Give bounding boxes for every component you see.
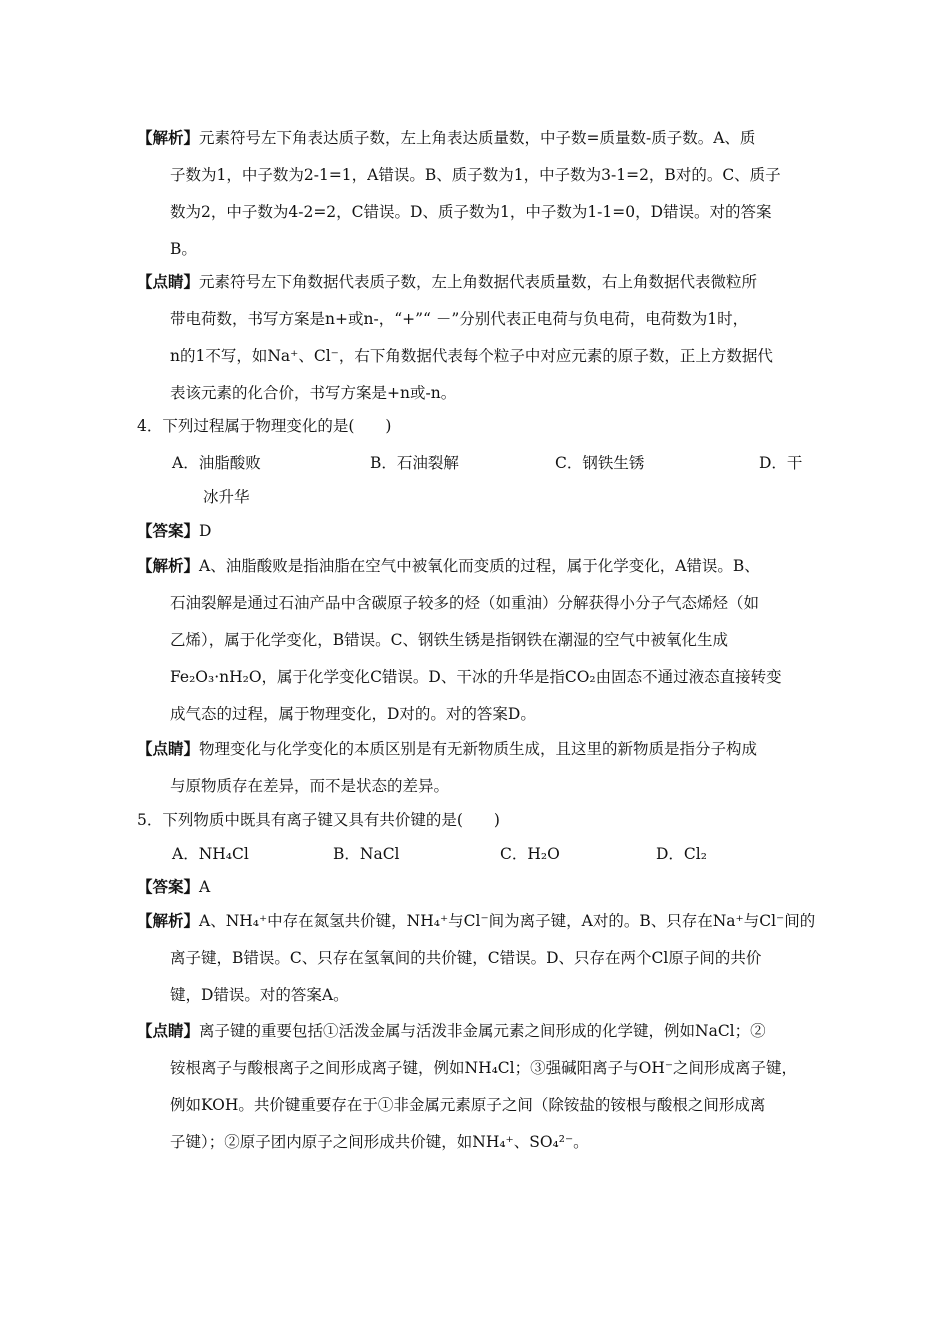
analysis-line: 数为2，中子数为4-2=2，C错误。D、质子数为1，中子数为1-1=0，D错误。对的答案 (170, 203, 772, 221)
option-d-continued: 冰升华 (203, 488, 250, 506)
note-line: 【点睛】离子键的重要包括①活泼金属与活泼非金属元素之间形成的化学键，例如NaCl；② (137, 1021, 766, 1040)
answer-line (137, 876, 210, 898)
analysis-line: 【解析】A、油脂酸败是指油脂在空气中被氧化而变质的过程，属于化学变化，A错误。B、 (137, 556, 760, 575)
answer-tag: 【答案】 (137, 521, 200, 540)
option-c: C．钢铁生锈 (555, 454, 645, 472)
analysis-line: 子数为1，中子数为2-1=1，A错误。B、质子数为1，中子数为3-1=2，B对的。C、质子 (170, 166, 781, 184)
analysis-tag: 【解析】 (137, 556, 200, 575)
analysis-tag: 【解析】 (137, 128, 200, 147)
note-tag: 【点睛】 (137, 1021, 200, 1040)
answer-line (137, 520, 211, 542)
note-line: n的1不写，如Na⁺、Cl⁻，右下角数据代表每个粒子中对应元素的原子数，正上方数据代 (170, 347, 773, 365)
option-d: D．干 (759, 454, 803, 472)
analysis-line: 乙烯），属于化学变化，B错误。C、钢铁生锈是指钢铁在潮湿的空气中被氧化生成 (170, 631, 729, 649)
option-a: A．油脂酸败 (172, 454, 261, 472)
note-line: 铵根离子与酸根离子之间形成离子键，例如NH₄Cl；③强碱阳离子与OH⁻之间形成离子键， (170, 1059, 798, 1077)
question-stem: 4．下列过程属于物理变化的是( ) (137, 417, 392, 435)
option-d: D．Cl₂ (656, 845, 707, 863)
analysis-tag: 【解析】 (137, 911, 200, 930)
note-line: 子键）；②原子团内原子之间形成共价键，如NH₄⁺、SO₄²⁻。 (170, 1133, 589, 1151)
answer-tag: 【答案】 (137, 877, 200, 896)
note-line: 例如KOH。共价键重要存在于①非金属元素原子之间（除铵盐的铵根与酸根之间形成离 (170, 1096, 766, 1114)
answer-value: D (199, 522, 212, 540)
note-line: 表该元素的化合价，书写方案是+n或-n。 (170, 384, 457, 402)
analysis-line: 【解析】A、NH₄⁺中存在氮氢共价键，NH₄⁺与Cl⁻间为离子键，A对的。B、只存在Na⁺与Cl⁻间的 (137, 911, 816, 930)
answer-value: A (199, 878, 211, 896)
analysis-line: 离子键，B错误。C、只存在氢氧间的共价键，C错误。D、只存在两个Cl原子间的共价 (170, 949, 762, 967)
option-a: A．NH₄Cl (172, 845, 249, 863)
option-b: B．石油裂解 (370, 454, 459, 472)
analysis-line: 键，D错误。对的答案A。 (170, 986, 349, 1004)
option-b: B．NaCl (333, 845, 400, 863)
note-line: 【点睛】元素符号左下角数据代表质子数，左上角数据代表质量数，右上角数据代表微粒所 (137, 272, 758, 291)
question-stem: 5．下列物质中既具有离子键又具有共价键的是( ) (137, 811, 500, 829)
note-line: 带电荷数，书写方案是n+或n-，“+”“ －”分别代表正电荷与负电荷，电荷数为1时， (170, 310, 749, 328)
note-tag: 【点睛】 (137, 272, 200, 291)
analysis-line: Fe₂O₃·nH₂O，属于化学变化C错误。D、干冰的升华是指CO₂由固态不通过液态直接转变 (170, 668, 782, 686)
analysis-line: 石油裂解是通过石油产品中含碳原子较多的烃（如重油）分解获得小分子气态烯烃（如 (170, 594, 760, 612)
note-line: 【点睛】物理变化与化学变化的本质区别是有无新物质生成，且这里的新物质是指分子构成 (137, 739, 758, 758)
note-line: 与原物质存在差异，而不是状态的差异。 (170, 777, 450, 795)
note-tag: 【点睛】 (137, 739, 200, 758)
analysis-line: B。 (170, 240, 197, 258)
analysis-line: 成气态的过程，属于物理变化，D对的。对的答案D。 (170, 705, 536, 723)
option-c: C．H₂O (500, 845, 560, 863)
analysis-line: 【解析】元素符号左下角表达质子数，左上角表达质量数，中子数=质量数-质子数。A、质 (137, 128, 756, 147)
